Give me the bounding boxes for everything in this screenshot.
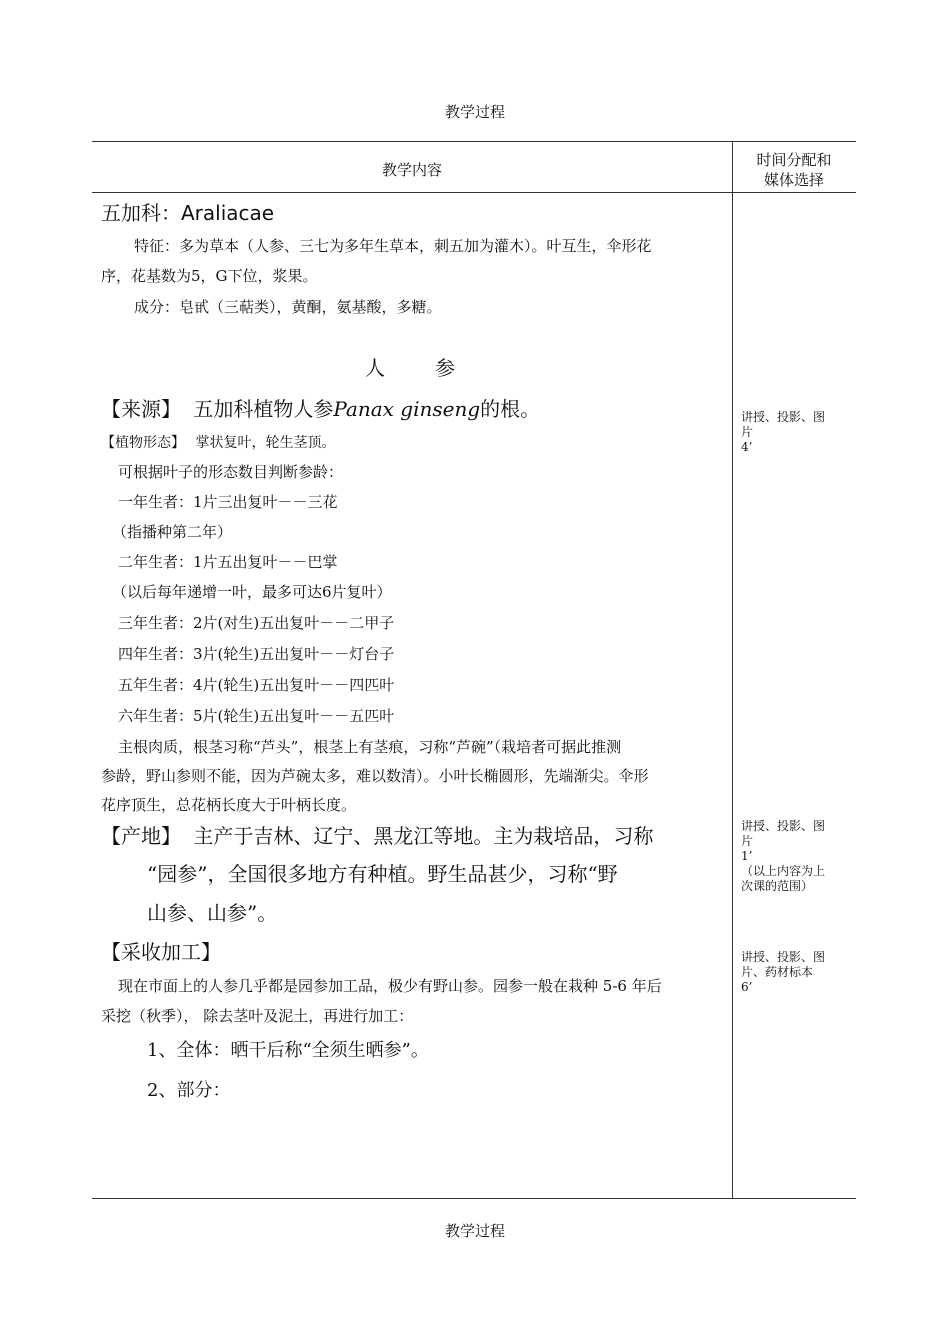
age-four-year: 四年生者：3片(轮生)五出复叶－－灯台子 — [118, 645, 395, 663]
column-header-time — [733, 150, 855, 190]
page-header-title: 教学过程 — [444, 103, 505, 121]
process-item-1: 1、全体：晒干后称“全须生晒参”。 — [147, 1040, 429, 1061]
side-note-2 — [741, 819, 825, 894]
family-heading — [101, 197, 274, 226]
ginseng-title-char-1: 人 — [365, 356, 385, 380]
age-one-year: 一年生者：1片三出复叶－－三花 — [118, 493, 338, 511]
table-column-divider — [732, 141, 733, 1199]
age-intro: 可根据叶子的形态数目判断参龄： — [118, 463, 344, 481]
process-item-2: 2、部分： — [147, 1080, 231, 1101]
root-description-line-2: 参龄，野山参则不能，因为芦碗太多，难以数清）。小叶长椭圆形，先端渐尖。伞形 — [101, 767, 649, 785]
table-bottom-border — [92, 1198, 856, 1199]
side-note-3 — [741, 950, 825, 995]
table-top-border — [92, 141, 856, 142]
side-note-2-line-1: 讲授、投影、图 — [741, 819, 826, 833]
harvest-line-2: 采挖（秋季）， 除去茎叶及泥土，再进行加工： — [101, 1007, 414, 1025]
components-line: 成分：皂甙（三萜类），黄酮，氨基酸，多糖。 — [134, 298, 442, 316]
root-description-line-1: 主根肉质，根茎习称“芦头”，根茎上有茎痕，习称“芦碗”（栽培者可据此推测 — [118, 738, 622, 756]
origin-line-1 — [101, 820, 653, 849]
side-note-3-line-2: 片、药材标本 — [741, 965, 814, 979]
table-header-divider — [92, 192, 856, 193]
column-header-time-line1: 时间分配和 — [756, 151, 832, 169]
page-footer-title: 教学过程 — [444, 1222, 505, 1240]
side-note-3-line-3: 6’ — [741, 980, 753, 994]
side-note-2-line-3: 1’ — [741, 849, 753, 863]
harvest-line-1: 现在市面上的人参几乎都是园参加工品，极少有野山参。园参一般在栽种 5-6 年后 — [118, 977, 662, 995]
side-note-1-line-2: 片 — [741, 425, 754, 439]
age-two-year: 二年生者：1片五出复叶－－巴掌 — [118, 553, 338, 571]
side-note-1-line-1: 讲授、投影、图 — [741, 410, 826, 424]
origin-text-1: 主产于吉林、辽宁、黑龙江等地。主为栽培品，习称 — [193, 824, 654, 848]
side-note-3-line-1: 讲授、投影、图 — [741, 950, 826, 964]
side-note-2-line-2: 片 — [741, 834, 754, 848]
side-note-2-line-4: （以上内容为上 — [741, 864, 826, 878]
morphology-text: 掌状复叶，轮生茎顶。 — [195, 435, 336, 451]
ginseng-title — [365, 352, 455, 381]
side-note-1 — [741, 410, 825, 455]
side-note-1-line-3: 4’ — [741, 440, 753, 454]
age-six-year: 六年生者：5片(轮生)五出复叶－－五匹叶 — [118, 707, 395, 725]
source-section — [101, 393, 540, 422]
origin-line-2: “园参”，全国很多地方有种植。野生品甚少，习称“野 — [147, 862, 618, 886]
harvest-label: 【采收加工】 — [101, 940, 221, 964]
family-label: 五加科： — [101, 201, 181, 225]
features-line-1: 特征：多为草本（人参、三七为多年生草本，刺五加为灌木）。叶互生，伞形花 — [134, 237, 652, 255]
source-latin-name: Panax ginseng — [333, 397, 481, 421]
family-latin: Araliacae — [181, 201, 275, 225]
features-line-2: 序，花基数为5，G下位，浆果。 — [101, 267, 318, 285]
root-description-line-3: 花序顶生，总花柄长度大于叶柄长度。 — [101, 796, 357, 814]
side-note-2-line-5: 次课的范围） — [741, 879, 814, 893]
age-three-year: 三年生者：2片(对生)五出复叶－－二甲子 — [118, 614, 395, 632]
morphology-label: 【植物形态】 — [101, 435, 185, 451]
age-five-year: 五年生者：4片(轮生)五出复叶－－四匹叶 — [118, 676, 395, 694]
age-two-year-note: （以后每年递增一叶，最多可达6片复叶） — [112, 583, 392, 601]
column-header-time-line2: 媒体选择 — [763, 171, 824, 189]
source-text-pre: 五加科植物人参 — [193, 397, 334, 421]
column-header-content: 教学内容 — [381, 161, 442, 179]
origin-label: 【产地】 — [101, 824, 181, 848]
ginseng-title-char-2: 参 — [435, 356, 455, 380]
source-text-post: 的根。 — [480, 397, 541, 421]
age-one-year-note: （指播种第二年） — [112, 523, 233, 541]
origin-line-3: 山参、山参”。 — [147, 901, 278, 925]
morphology-section — [101, 432, 335, 452]
source-label: 【来源】 — [101, 397, 181, 421]
